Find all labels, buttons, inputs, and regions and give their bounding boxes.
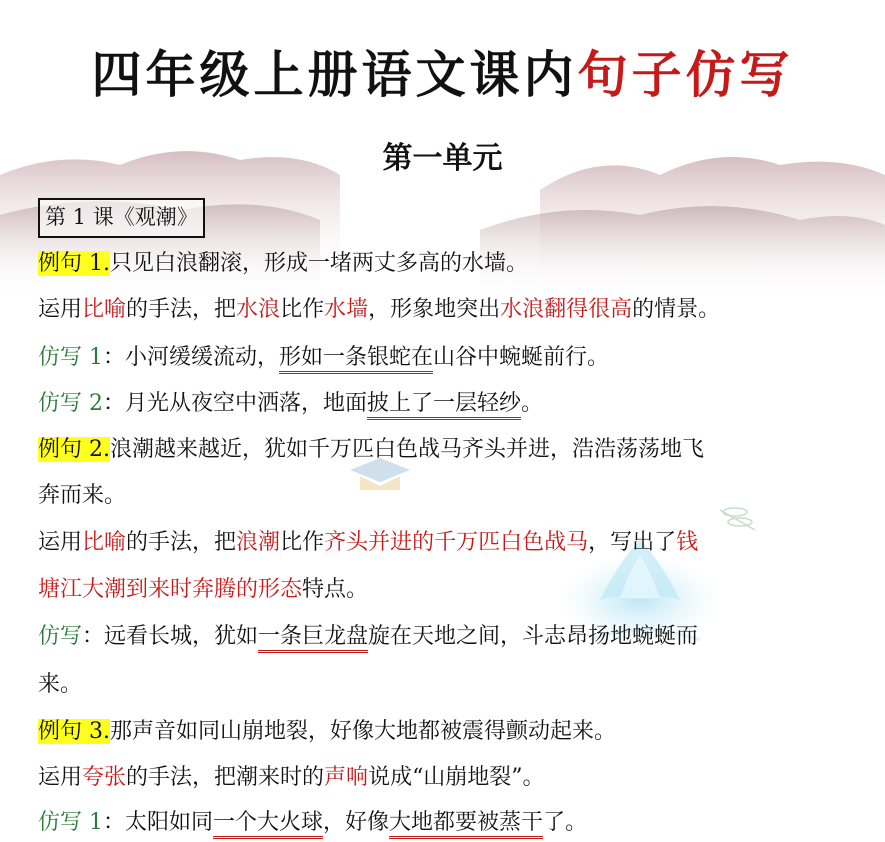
- page-title: [0, 40, 885, 110]
- imitation-text: ：月光从夜空中洒落，地面: [103, 391, 368, 416]
- imitation-3-1: [38, 804, 587, 842]
- analysis-keyword: 比喻: [82, 297, 127, 322]
- analysis-keyword: 比喻: [82, 530, 127, 555]
- analysis-keyword: 水墙: [324, 297, 369, 322]
- imitation-label: 仿写: [38, 624, 83, 649]
- imitation-text: ：小河缓缓流动，: [103, 345, 280, 370]
- analysis-keyword: 浪潮: [236, 530, 281, 555]
- analysis-text: 的情景。: [632, 297, 721, 322]
- analysis-text: 比作: [280, 530, 325, 555]
- example-1-analysis: [38, 291, 720, 329]
- example-3-analysis: [38, 759, 545, 797]
- title-black-part: 四年级上册语文课内: [91, 46, 578, 104]
- imitation-2-line-1: [38, 618, 698, 656]
- example-3-sentence: [38, 713, 616, 751]
- analysis-text: 比作: [280, 297, 325, 322]
- analysis-keyword: 钱: [676, 530, 699, 555]
- imitation-underlined: 一条巨龙盘: [258, 624, 368, 653]
- imitation-text: 山谷中蜿蜒前行。: [433, 345, 610, 370]
- example-2-label: 例句 2.: [38, 437, 110, 462]
- imitation-2-line-2: 来。: [38, 672, 83, 697]
- example-2-analysis-line-1: [38, 524, 698, 562]
- example-2-sentence-line-1: [38, 431, 704, 469]
- unit-heading: 第一单元: [382, 141, 503, 176]
- imitation-underlined: 形如一条银蛇在: [279, 345, 433, 374]
- analysis-text: 的手法，把: [126, 530, 237, 555]
- imitation-underlined: 一个大火球: [213, 810, 323, 839]
- analysis-keyword: 夸张: [82, 765, 127, 790]
- analysis-text: 的手法，把: [126, 297, 237, 322]
- imitation-label: 仿写 1: [38, 345, 103, 370]
- analysis-text: ，写出了: [588, 530, 677, 555]
- imitation-underlined: 大地都要被蒸干: [389, 810, 543, 839]
- analysis-text: 说成“山崩地裂”。: [368, 765, 545, 790]
- analysis-keyword: 声响: [324, 765, 369, 790]
- imitation-label: 仿写 2: [38, 391, 103, 416]
- example-1-sentence: [38, 245, 528, 283]
- title-red-part: 句子仿写: [577, 46, 794, 104]
- analysis-text: 运用: [38, 297, 83, 322]
- analysis-text: 运用: [38, 765, 83, 790]
- imitation-1-2: [38, 385, 543, 423]
- imitation-1-1: [38, 339, 609, 377]
- imitation-underlined: 披上了一层轻纱: [367, 391, 521, 420]
- imitation-text: 。: [521, 391, 544, 416]
- imitation-text: 了。: [543, 810, 588, 835]
- analysis-text: ，形象地突出: [368, 297, 501, 322]
- analysis-keyword: 水浪翻得很高: [500, 297, 633, 322]
- analysis-keyword: 塘江大潮到来时奔腾的形态: [38, 577, 303, 602]
- imitation-label: 仿写 1: [38, 810, 103, 835]
- example-1-text: 只见白浪翻滚，形成一堵两丈多高的水墙。: [109, 251, 528, 276]
- example-1-label: 例句 1.: [38, 251, 110, 276]
- example-2-sentence-line-2: 奔而来。: [38, 483, 127, 508]
- imitation-text: ：太阳如同: [103, 810, 214, 835]
- analysis-keyword: 水浪: [236, 297, 281, 322]
- imitation-text: 旋在天地之间，斗志昂扬地蜿蜒而: [368, 624, 699, 649]
- analysis-text: 运用: [38, 530, 83, 555]
- analysis-keyword: 齐头并进的千万匹白色战马: [324, 530, 589, 555]
- analysis-text: 特点。: [302, 577, 369, 602]
- example-3-label: 例句 3.: [38, 719, 110, 744]
- example-2-text: 浪潮越来越近，犹如千万匹白色战马齐头并进，浩浩荡荡地飞: [109, 437, 704, 462]
- example-2-analysis-line-2: [38, 571, 368, 609]
- example-3-text: 那声音如同山崩地裂，好像大地都被震得颤动起来。: [109, 719, 616, 744]
- imitation-text: ：远看长城，犹如: [82, 624, 259, 649]
- analysis-text: 的手法，把潮来时的: [126, 765, 325, 790]
- lesson-title-box: 第 1 课《观潮》: [38, 198, 205, 238]
- imitation-text: ，好像: [323, 810, 390, 835]
